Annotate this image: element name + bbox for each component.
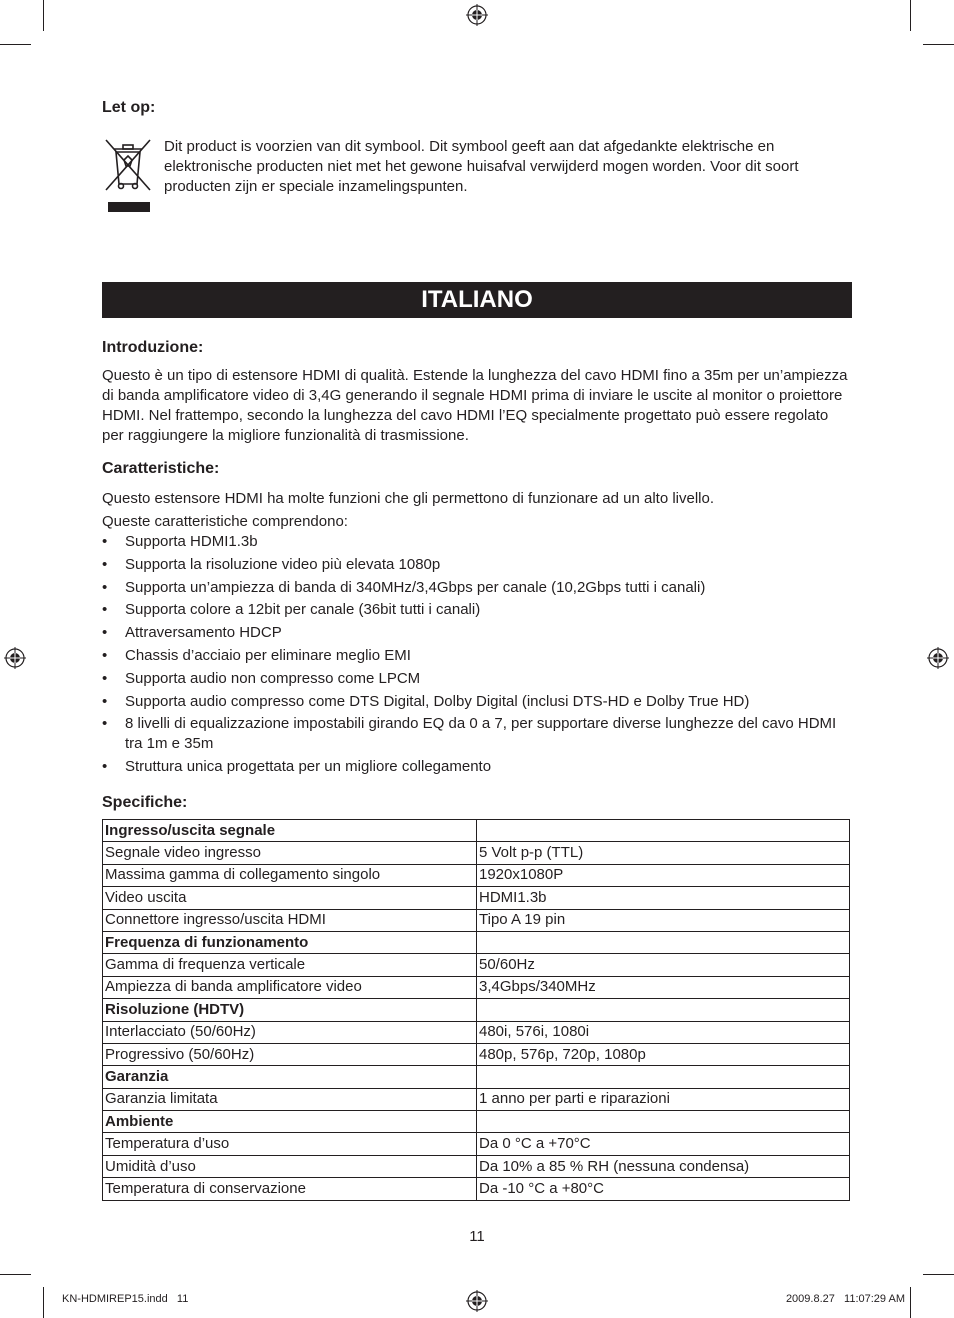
crop-mark	[43, 0, 44, 31]
list-item: • Supporta la risoluzione video più elevata 1080p	[102, 555, 854, 575]
spec-value	[477, 1111, 850, 1133]
spec-value: 1920x1080P	[477, 864, 850, 886]
specs-table	[102, 819, 850, 1201]
table-row	[103, 1066, 850, 1088]
crop-mark	[910, 0, 911, 31]
spec-label: Gamma di frequenza verticale	[103, 954, 477, 976]
registration-mark-icon	[4, 647, 26, 669]
spec-label: Massima gamma di collegamento singolo	[103, 864, 477, 886]
spec-value: HDMI1.3b	[477, 887, 850, 909]
intro-paragraph: Questo è un tipo di estensore HDMI di qualità. Estende la lunghezza del cavo HDMI fino a 35m per un’ampiezza di banda amplificatore video di 3,4G generando il segnale HDMI prima di inviare le uscite al monitor o proiettore HDMI. Nel frattempo, secondo la lunghezza del cavo HDMI l’EQ specialmente progettato può essere regolato per raggiungere la migliore funzionalità di trasmissione.	[102, 367, 848, 444]
registration-mark-icon	[466, 4, 488, 26]
spec-value	[477, 931, 850, 953]
spec-label: Umidità d’uso	[103, 1155, 477, 1177]
letop-heading: Let op:	[102, 99, 156, 116]
spec-value: Da -10 °C a +80°C	[477, 1178, 850, 1200]
spec-label: Temperatura di conservazione	[103, 1178, 477, 1200]
spec-value: 50/60Hz	[477, 954, 850, 976]
list-item: • Attraversamento HDCP	[102, 623, 854, 643]
list-item: • Supporta un’ampiezza di banda di 340MHz/3,4Gbps per canale (10,2Gbps tutti i canali)	[102, 578, 854, 598]
table-row	[103, 1178, 850, 1200]
footer-filename: KN-HDMIREP15.indd 11	[62, 1293, 189, 1305]
spec-label: Frequenza di funzionamento	[103, 931, 477, 953]
table-row	[103, 909, 850, 931]
features-intro-line: Questo estensore HDMI ha molte funzioni che gli permettono di funzionare ad un alto livello.	[102, 490, 715, 507]
spec-value: Tipo A 19 pin	[477, 909, 850, 931]
spec-value	[477, 999, 850, 1021]
spec-value: 3,4Gbps/340MHz	[477, 976, 850, 998]
spec-value: 1 anno per parti e riparazioni	[477, 1088, 850, 1110]
spec-label: Ambiente	[103, 1111, 477, 1133]
list-item: • Supporta audio compresso come DTS Digital, Dolby Digital (inclusi DTS-HD e Dolby True HD)	[102, 692, 854, 712]
spec-value: 480p, 576p, 720p, 1080p	[477, 1043, 850, 1065]
table-row	[103, 1021, 850, 1043]
spec-label: Progressivo (50/60Hz)	[103, 1043, 477, 1065]
page-number: 11	[469, 1228, 485, 1245]
spec-value: 5 Volt p-p (TTL)	[477, 842, 850, 864]
spec-value	[477, 1066, 850, 1088]
list-item: • 8 livelli di equalizzazione impostabili girando EQ da 0 a 7, per supportare diverse lunghezze del cavo HDMI tra 1m e 35m	[102, 714, 854, 754]
table-row	[103, 931, 850, 953]
table-row	[103, 1043, 850, 1065]
spec-value	[477, 820, 850, 842]
registration-mark-icon	[466, 1290, 488, 1312]
table-row	[103, 1155, 850, 1177]
list-item: • Supporta HDMI1.3b	[102, 532, 854, 552]
list-item: • Struttura unica progettata per un migliore collegamento	[102, 757, 854, 777]
spec-label: Ampiezza di banda amplificatore video	[103, 976, 477, 998]
list-item: • Supporta audio non compresso come LPCM	[102, 669, 854, 689]
spec-label: Garanzia	[103, 1066, 477, 1088]
crop-mark	[0, 1274, 31, 1275]
list-item: • Supporta colore a 12bit per canale (36bit tutti i canali)	[102, 600, 854, 620]
language-title-bar: ITALIANO	[102, 282, 852, 318]
table-row	[103, 1111, 850, 1133]
spec-label: Temperatura d’uso	[103, 1133, 477, 1155]
table-row	[103, 864, 850, 886]
crop-mark	[910, 1287, 911, 1318]
crop-mark	[0, 44, 31, 45]
letop-paragraph: Dit product is voorzien van dit symbool. Dit symbool geeft aan dat afgedankte elektrische en elektronische producten niet met het gewone huisafval verwijderd mogen worden. Voor dit soort producten zijn er speciale inzamelingspunten.	[164, 138, 799, 195]
spec-label: Ingresso/uscita segnale	[103, 820, 477, 842]
spec-label: Risoluzione (HDTV)	[103, 999, 477, 1021]
spec-label: Video uscita	[103, 887, 477, 909]
features-heading: Caratteristiche:	[102, 460, 220, 477]
spec-value: 480i, 576i, 1080i	[477, 1021, 850, 1043]
features-list	[102, 532, 854, 780]
spec-label: Segnale video ingresso	[103, 842, 477, 864]
registration-mark-icon	[927, 647, 949, 669]
table-row	[103, 999, 850, 1021]
table-row	[103, 954, 850, 976]
table-row	[103, 1133, 850, 1155]
table-row	[103, 1088, 850, 1110]
spec-label: Garanzia limitata	[103, 1088, 477, 1110]
spec-label: Interlacciato (50/60Hz)	[103, 1021, 477, 1043]
spec-label: Connettore ingresso/uscita HDMI	[103, 909, 477, 931]
table-row	[103, 820, 850, 842]
table-row	[103, 887, 850, 909]
features-intro-line: Queste caratteristiche comprendono:	[102, 512, 348, 530]
spec-value: Da 0 °C a +70°C	[477, 1133, 850, 1155]
table-row	[103, 976, 850, 998]
intro-heading: Introduzione:	[102, 339, 204, 356]
crop-mark	[43, 1287, 44, 1318]
features-intro	[102, 488, 854, 533]
list-item: • Chassis d’acciaio per eliminare meglio EMI	[102, 646, 854, 666]
table-row	[103, 842, 850, 864]
crossed-out-wheelie-bin-icon	[102, 136, 154, 214]
crop-mark	[923, 1274, 954, 1275]
specs-heading: Specifiche:	[102, 794, 188, 811]
crop-mark	[923, 44, 954, 45]
spec-value: Da 10% a 85 % RH (nessuna condensa)	[477, 1155, 850, 1177]
footer-timestamp: 2009.8.27 11:07:29 AM	[785, 1293, 905, 1305]
